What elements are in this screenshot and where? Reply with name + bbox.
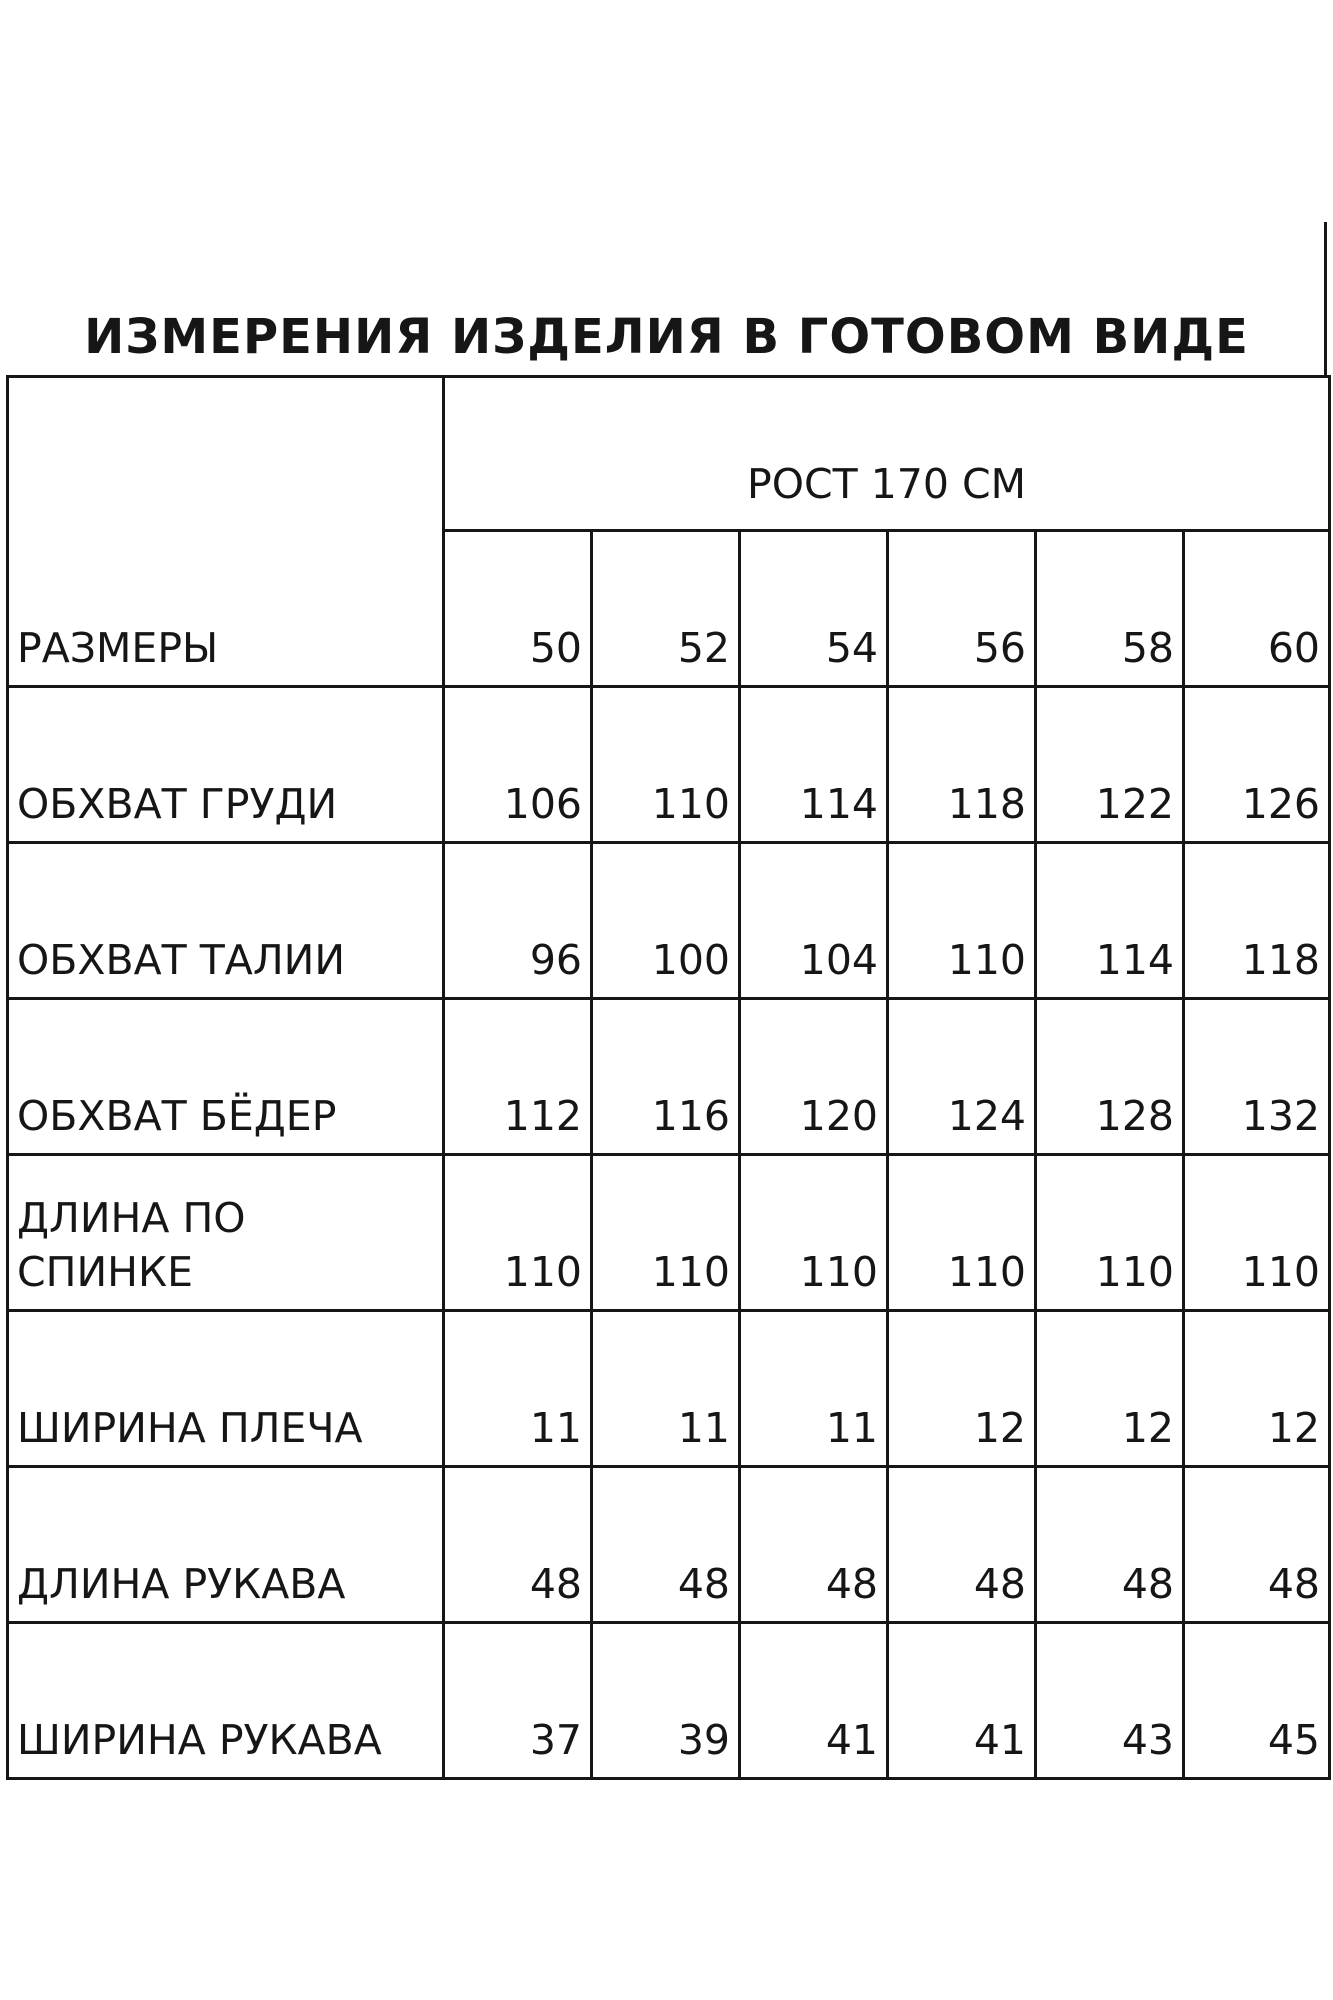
- value-cell: 114: [740, 687, 888, 843]
- value-cell: 106: [444, 687, 592, 843]
- row-label: ОБХВАТ БЁДЕР: [8, 999, 444, 1155]
- size-label: РАЗМЕРЫ: [17, 623, 219, 672]
- value-cell: 120: [740, 999, 888, 1155]
- height-header: [444, 377, 1330, 531]
- table-row: [8, 1467, 1330, 1623]
- value-cell: 12: [888, 1311, 1036, 1467]
- value-cell: 126: [1184, 687, 1330, 843]
- value-cell: 11: [444, 1311, 592, 1467]
- value-cell: 48: [592, 1467, 740, 1623]
- page-title: ИЗМЕРЕНИЯ ИЗДЕЛИЯ В ГОТОВОМ ВИДЕ: [84, 309, 1249, 365]
- table-row: [8, 687, 1330, 843]
- value-cell: 116: [592, 999, 740, 1155]
- value-cell: 124: [888, 999, 1036, 1155]
- value-cell: 110: [1184, 1155, 1330, 1311]
- value-cell: 118: [1184, 843, 1330, 999]
- row-label: ОБХВАТ ТАЛИИ: [8, 843, 444, 999]
- value-cell: 48: [888, 1467, 1036, 1623]
- size-cell: 52: [592, 531, 740, 687]
- value-cell: 41: [888, 1623, 1036, 1779]
- row-label: ДЛИНА РУКАВА: [8, 1467, 444, 1623]
- value-cell: 96: [444, 843, 592, 999]
- value-cell: 43: [1036, 1623, 1184, 1779]
- table-row: [8, 377, 1330, 531]
- value-cell: 48: [1036, 1467, 1184, 1623]
- value-cell: 110: [444, 1155, 592, 1311]
- value-cell: 114: [1036, 843, 1184, 999]
- table-row: [8, 999, 1330, 1155]
- value-cell: 110: [888, 843, 1036, 999]
- value-cell: 122: [1036, 687, 1184, 843]
- table-row: [8, 843, 1330, 999]
- table-row: [8, 1155, 1330, 1311]
- size-cell: 60: [1184, 531, 1330, 687]
- row-label: ШИРИНА РУКАВА: [8, 1623, 444, 1779]
- value-cell: 110: [592, 1155, 740, 1311]
- value-cell: 12: [1184, 1311, 1330, 1467]
- value-cell: 39: [592, 1623, 740, 1779]
- value-cell: 110: [888, 1155, 1036, 1311]
- value-cell: 41: [740, 1623, 888, 1779]
- value-cell: 128: [1036, 999, 1184, 1155]
- size-cell: 58: [1036, 531, 1184, 687]
- size-cell: 56: [888, 531, 1036, 687]
- size-label-cell: [8, 377, 444, 687]
- value-cell: 118: [888, 687, 1036, 843]
- value-cell: 110: [1036, 1155, 1184, 1311]
- value-cell: 112: [444, 999, 592, 1155]
- value-cell: 45: [1184, 1623, 1330, 1779]
- value-cell: 48: [740, 1467, 888, 1623]
- value-cell: 48: [1184, 1467, 1330, 1623]
- value-cell: 11: [740, 1311, 888, 1467]
- value-cell: 110: [740, 1155, 888, 1311]
- value-cell: 110: [592, 687, 740, 843]
- row-label: ДЛИНА ПО СПИНКЕ: [8, 1155, 444, 1311]
- value-cell: 12: [1036, 1311, 1184, 1467]
- size-table: [6, 375, 1331, 1780]
- value-cell: 11: [592, 1311, 740, 1467]
- row-label: ОБХВАТ ГРУДИ: [8, 687, 444, 843]
- height-header-text: РОСТ 170 СМ: [747, 459, 1026, 508]
- value-cell: 48: [444, 1467, 592, 1623]
- value-cell: 104: [740, 843, 888, 999]
- value-cell: 100: [592, 843, 740, 999]
- value-cell: 132: [1184, 999, 1330, 1155]
- table-row: [8, 1311, 1330, 1467]
- row-label: ШИРИНА ПЛЕЧА: [8, 1311, 444, 1467]
- size-cell: 54: [740, 531, 888, 687]
- value-cell: 37: [444, 1623, 592, 1779]
- table-row: [8, 1623, 1330, 1779]
- size-cell: 50: [444, 531, 592, 687]
